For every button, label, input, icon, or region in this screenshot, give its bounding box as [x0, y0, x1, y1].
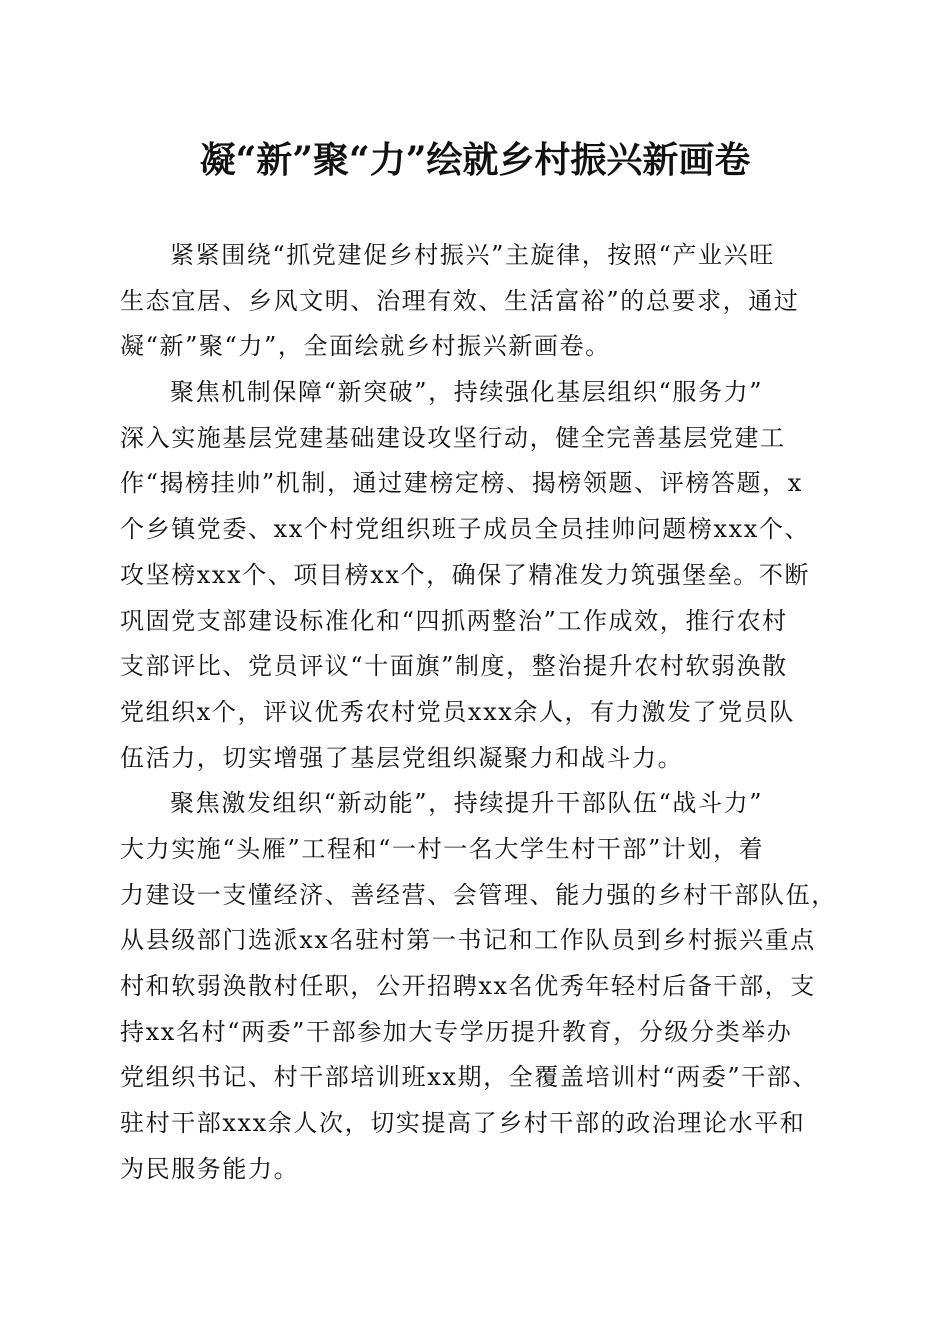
text-line: 凝“新”聚“力”，全面绘就乡村振兴新画卷。 — [120, 332, 611, 361]
text-line: 生态宜居、乡风文明、治理有效、生活富裕”的总要求，通过 — [120, 286, 800, 315]
text-line: 深入实施基层党建基础建设攻坚行动，健全完善基层党建工 — [120, 423, 786, 452]
text-line: 支部评比、党员评议“十面旗”制度，整治提升农村软弱涣散 — [120, 652, 788, 681]
text-line: 大力实施“头雁”工程和“一村一名大学生村干部”计划，着 — [120, 834, 765, 863]
text-line: 紧紧围绕“抓党建促乡村振兴”主旋律，按照“产业兴旺 — [170, 241, 775, 269]
text-line: 作“揭榜挂帅”机制，通过建榜定榜、揭榜领题、评榜答题，x — [120, 469, 803, 498]
text-line: 聚焦激发组织“新动能”，持续提升干部队伍“战斗力” — [170, 789, 764, 818]
text-line: 从县级部门选派xx名驻村第一书记和工作队员到乡村振兴重点 — [120, 926, 816, 955]
document-title: 凝“新”聚“力”绘就乡村振兴新画卷 — [199, 139, 751, 181]
text-line: 聚焦机制保障“新突破”，持续强化基层组织“服务力” — [170, 378, 764, 407]
paragraph-mechanism — [120, 370, 840, 781]
text-line: 巩固党支部建设标准化和“四抓两整治”工作成效，推行农村 — [120, 606, 788, 635]
text-line: 持xx名村“两委”干部参加大专学历提升教育，分级分类举办 — [120, 1017, 793, 1046]
text-line: 驻村干部xxx余人次，切实提高了乡村干部的政治理论水平和 — [120, 1109, 806, 1138]
text-line: 党组织书记、村干部培训班xx期，全覆盖培训村“两委”干部、 — [120, 1063, 819, 1092]
paragraph-intro — [120, 233, 840, 370]
document-body — [120, 233, 840, 1192]
text-line: 伍活力，切实增强了基层党组织凝聚力和战斗力。 — [120, 743, 684, 772]
text-line: 个乡镇党委、xx个村党组织班子成员全员挂帅问题榜xxx个、 — [120, 515, 811, 544]
text-line: 党组织x个，评议优秀农村党员xxx余人，有力激发了党员队 — [120, 697, 795, 726]
text-line: 力建设一支懂经济、善经营、会管理、能力强的乡村干部队伍， — [120, 880, 837, 909]
text-line: 村和软弱涣散村任职，公开招聘xx名优秀年轻村后备干部，支 — [120, 972, 816, 1000]
text-line: 为民服务能力。 — [120, 1154, 300, 1183]
text-line: 攻坚榜xxx个、项目榜xx个，确保了精准发力筑强堡垒。不断 — [120, 560, 811, 589]
paragraph-cadres — [120, 781, 840, 1192]
